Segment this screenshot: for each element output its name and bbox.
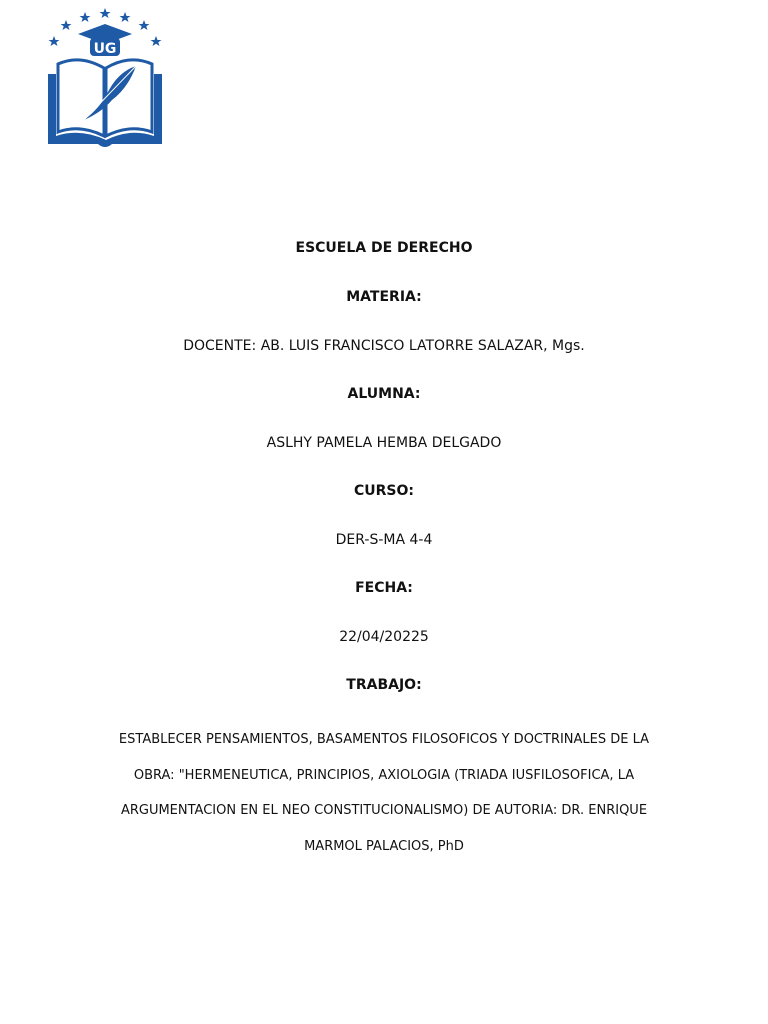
docente-line: DOCENTE: AB. LUIS FRANCISCO LATORRE SALAZAR, Mgs. [183,338,585,354]
fecha-value: 22/04/20225 [339,629,429,645]
alumna-name: ASLHY PAMELA HEMBA DELGADO [266,435,502,451]
logo-letters: UG [93,41,117,57]
university-logo [40,6,170,150]
trabajo-label: TRABAJO: [346,677,422,693]
alumna-label: ALUMNA: [347,386,421,402]
graduation-cap-icon [78,24,132,57]
materia-label: MATERIA: [346,289,422,305]
trabajo-description: ESTABLECER PENSAMIENTOS, BASAMENTOS FILOSOFICOS Y DOCTRINALES DE LA OBRA: "HERMENEUTICA, PRINCIPIOS, AXIOLOGIA (TRIADA IUSFILOSOFICA, LA ARGUMENTACION EN EL NEO CONSTITUCIONALISMO) DE AUTORIA: DR. ENRIQUE MARMOL PALACIOS, PhD [118,732,650,854]
fecha-label: FECHA: [355,580,413,596]
quill-icon [84,66,136,120]
school-title: ESCUELA DE DERECHO [295,240,473,256]
curso-value: DER-S-MA 4-4 [335,532,433,548]
curso-label: CURSO: [353,483,414,499]
